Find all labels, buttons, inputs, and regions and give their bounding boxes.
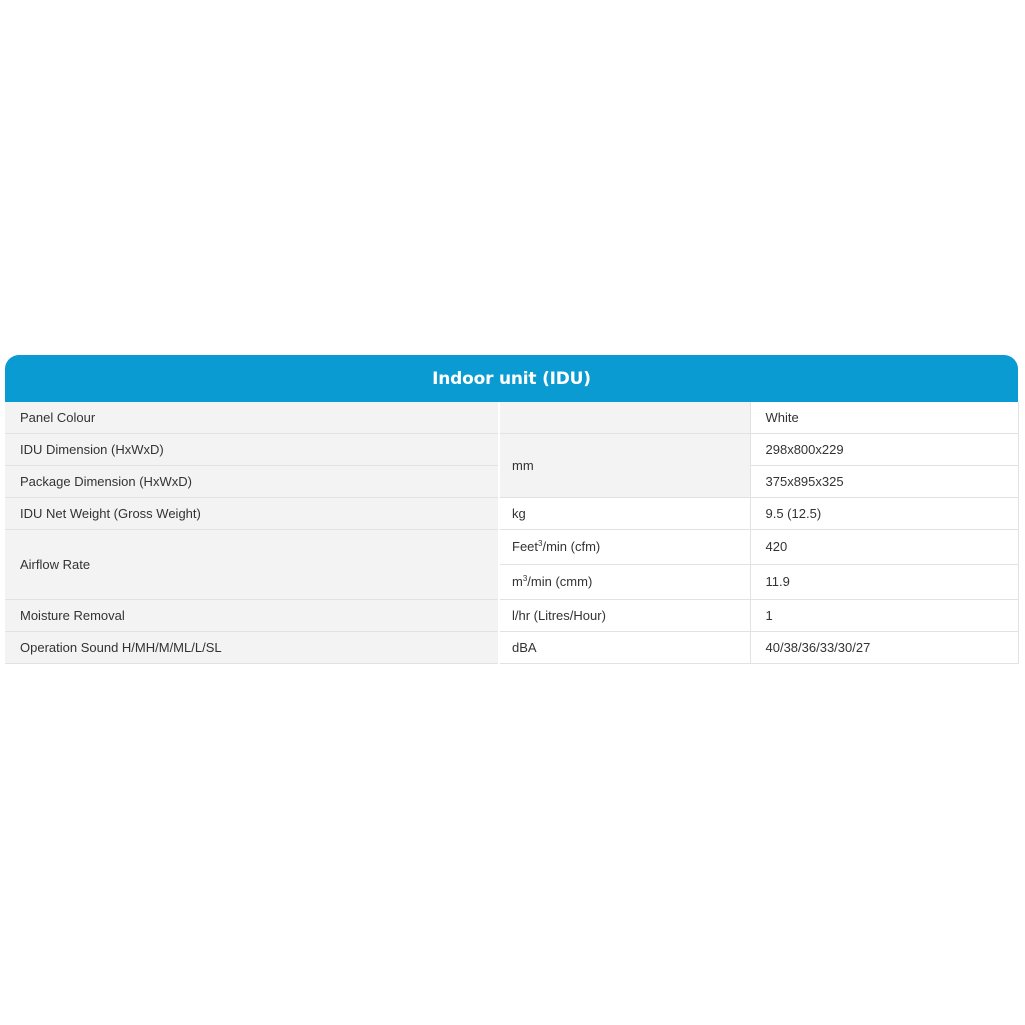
spec-unit: dBA: [499, 632, 750, 664]
spec-label: IDU Net Weight (Gross Weight): [5, 498, 499, 530]
spec-label: Operation Sound H/MH/M/ML/L/SL: [5, 632, 499, 664]
unit-superscript: 3: [522, 574, 528, 583]
unit-text: /min (cfm): [542, 539, 601, 554]
spec-card: [5, 355, 1018, 664]
spec-unit: mm: [499, 434, 750, 498]
table-row: [5, 600, 1018, 632]
table-row: [5, 402, 1018, 434]
spec-table: [5, 402, 1019, 664]
spec-label: Airflow Rate: [5, 530, 499, 600]
spec-value: 298x800x229: [750, 434, 1018, 466]
spec-value: 11.9: [750, 565, 1018, 600]
spec-unit: [499, 402, 750, 434]
spec-unit: l/hr (Litres/Hour): [499, 600, 750, 632]
spec-table-title: Indoor unit (IDU): [5, 355, 1018, 402]
spec-value: 375x895x325: [750, 466, 1018, 498]
spec-label: Panel Colour: [5, 402, 499, 434]
table-row: [5, 498, 1018, 530]
table-row: [5, 530, 1018, 565]
unit-text: /min (cmm): [527, 574, 593, 589]
spec-label: Package Dimension (HxWxD): [5, 466, 499, 498]
spec-unit: [499, 565, 750, 600]
spec-label: Moisture Removal: [5, 600, 499, 632]
unit-text: Feet: [512, 539, 539, 554]
spec-label: IDU Dimension (HxWxD): [5, 434, 499, 466]
spec-value: 40/38/36/33/30/27: [750, 632, 1018, 664]
unit-superscript: 3: [538, 539, 543, 548]
spec-value: 1: [750, 600, 1018, 632]
table-row: [5, 632, 1018, 664]
spec-value: White: [750, 402, 1018, 434]
spec-unit: kg: [499, 498, 750, 530]
unit-text: m: [512, 574, 523, 589]
spec-value: 9.5 (12.5): [750, 498, 1018, 530]
spec-value: 420: [750, 530, 1018, 565]
table-row: [5, 434, 1018, 466]
spec-unit: [499, 530, 750, 565]
